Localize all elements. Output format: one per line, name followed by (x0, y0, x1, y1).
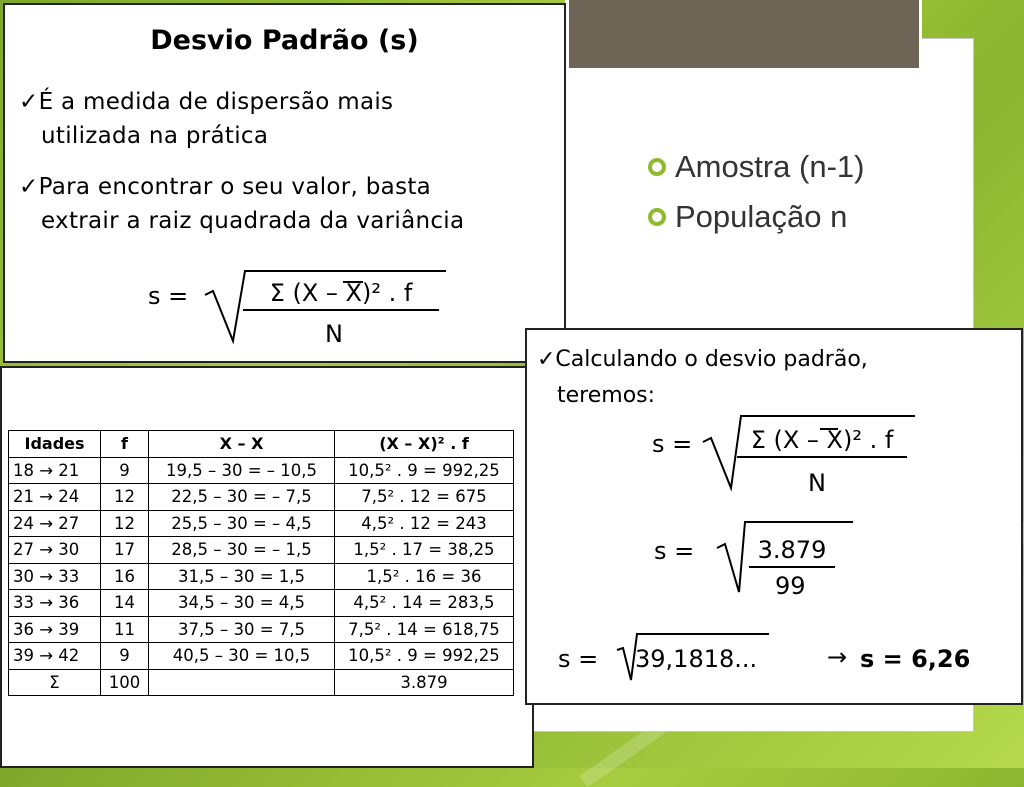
bullet-text: População n (675, 199, 848, 234)
formula-numerator: Σ (X – X)² . f (243, 279, 439, 311)
table-cell: Σ (9, 669, 101, 696)
table-row (9, 484, 514, 511)
paragraph-line: extrair a raiz quadrada da variância (41, 208, 465, 234)
header-squared-deviation: (X – X)² . f (335, 431, 514, 458)
definition-box (3, 3, 566, 363)
formula-lhs: s = (654, 537, 695, 565)
table-cell: 9 (101, 643, 149, 670)
table-row (9, 457, 514, 484)
bullet-text: Amostra (n-1) (675, 149, 865, 184)
bullet-circle-icon (648, 208, 666, 226)
intro-line: ✓Calculando o desvio padrão, (537, 347, 868, 372)
table-cell: 100 (101, 669, 149, 696)
table-row (9, 510, 514, 537)
bullet-item (648, 192, 864, 242)
method-paragraph (19, 170, 464, 238)
table-cell: 28,5 – 30 = – 1,5 (149, 537, 335, 564)
table-cell: 30 → 33 (9, 563, 101, 590)
table-cell: 22,5 – 30 = – 7,5 (149, 484, 335, 511)
table-cell: 27 → 30 (9, 537, 101, 564)
header-deviation: X – X (149, 431, 335, 458)
paragraph-line: ✓É a medida de dispersão mais (19, 89, 394, 115)
table-cell: 4,5² . 12 = 243 (335, 510, 514, 537)
table-cell: 18 → 21 (9, 457, 101, 484)
table-cell: 25,5 – 30 = – 4,5 (149, 510, 335, 537)
header-f: f (101, 431, 149, 458)
table-cell: 9 (101, 457, 149, 484)
table-cell: 14 (101, 590, 149, 617)
formula-denominator: 99 (775, 572, 806, 600)
table-cell: 16 (101, 563, 149, 590)
table-row (9, 669, 514, 696)
table-row (9, 590, 514, 617)
formula-radicand: 39,1818... (635, 645, 758, 673)
table-cell: 10,5² . 9 = 992,25 (335, 643, 514, 670)
formula-denominator: N (325, 320, 343, 348)
paragraph-line: ✓Para encontrar o seu valor, basta (19, 174, 432, 200)
table-cell: 1,5² . 16 = 36 (335, 563, 514, 590)
table-row (9, 616, 514, 643)
calculation-box (525, 328, 1023, 705)
slide-header-bar (565, 0, 922, 74)
table-cell: 37,5 – 30 = 7,5 (149, 616, 335, 643)
table-cell (149, 669, 335, 696)
table-row (9, 563, 514, 590)
table-cell: 39 → 42 (9, 643, 101, 670)
formula-denominator: N (808, 469, 826, 497)
frequency-table (8, 430, 514, 696)
bullet-circle-icon (648, 158, 666, 176)
arrow-icon: → (827, 643, 848, 671)
table-cell: 1,5² . 17 = 38,25 (335, 537, 514, 564)
table-cell: 19,5 – 30 = – 10,5 (149, 457, 335, 484)
table-cell: 31,5 – 30 = 1,5 (149, 563, 335, 590)
formula-lhs: s = (558, 645, 599, 673)
intro-line: teremos: (557, 383, 656, 408)
definition-title: Desvio Padrão (s) (150, 25, 419, 56)
formula-lhs: s = (148, 282, 189, 310)
table-cell: 10,5² . 9 = 992,25 (335, 457, 514, 484)
table-cell: 3.879 (335, 669, 514, 696)
mean-overline (820, 428, 838, 430)
table-cell: 7,5² . 14 = 618,75 (335, 616, 514, 643)
table-cell: 12 (101, 510, 149, 537)
table-cell: 7,5² . 12 = 675 (335, 484, 514, 511)
calculation-intro (537, 342, 868, 414)
formula-numerator: Σ (X – X)² . f (737, 426, 907, 458)
frequency-table-box (0, 366, 534, 768)
table-cell: 36 → 39 (9, 616, 101, 643)
table-cell: 34,5 – 30 = 4,5 (149, 590, 335, 617)
table-cell: 21 → 24 (9, 484, 101, 511)
table-row (9, 537, 514, 564)
definition-paragraph (19, 85, 393, 153)
table-cell: 17 (101, 537, 149, 564)
table-row (9, 643, 514, 670)
formula-numerator: 3.879 (749, 536, 835, 568)
table-cell: 24 → 27 (9, 510, 101, 537)
bullet-item (648, 142, 864, 192)
header-idades: Idades (9, 431, 101, 458)
table-cell: 4,5² . 14 = 283,5 (335, 590, 514, 617)
formula-result: s = 6,26 (860, 645, 971, 673)
formula-lhs: s = (652, 430, 693, 458)
table-cell: 40,5 – 30 = 10,5 (149, 643, 335, 670)
table-header-row (9, 431, 514, 458)
mean-overline (343, 281, 363, 283)
table-cell: 11 (101, 616, 149, 643)
table-cell: 33 → 36 (9, 590, 101, 617)
paragraph-line: utilizada na prática (41, 123, 269, 149)
table-cell: 12 (101, 484, 149, 511)
bullet-list (648, 142, 864, 242)
